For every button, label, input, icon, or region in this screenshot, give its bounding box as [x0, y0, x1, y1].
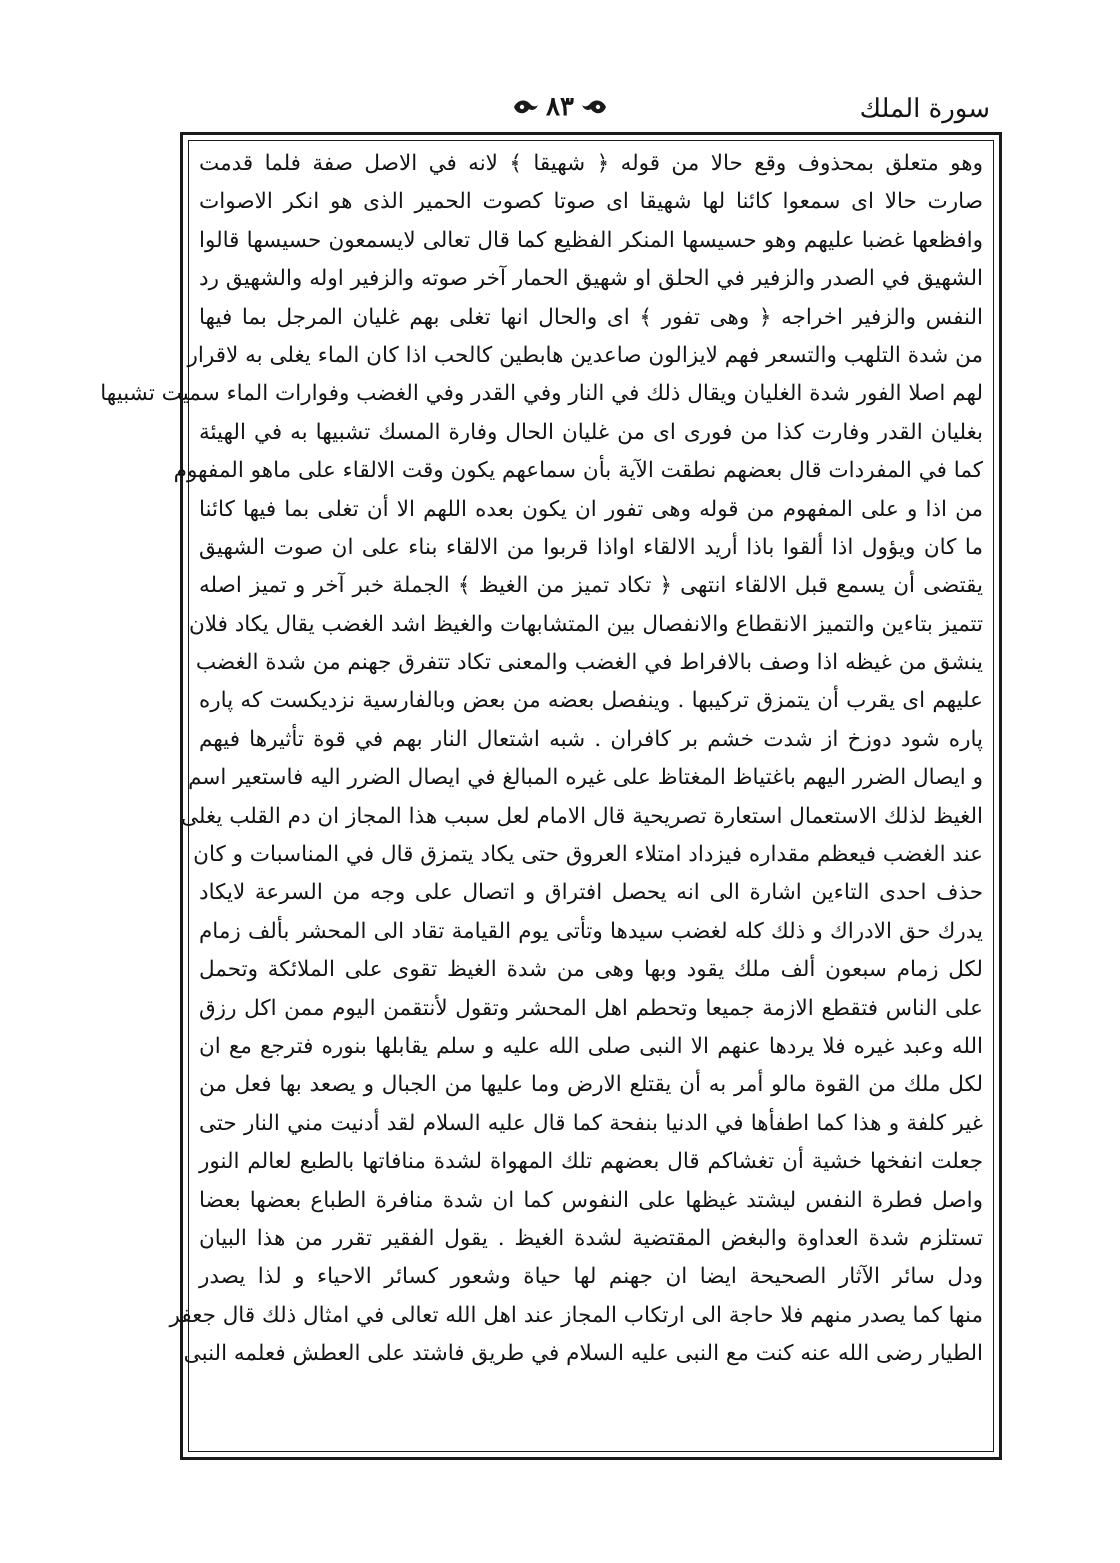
text-line-22: لكل زمام سبعون ألف ملك يقود وبها وهى من شدة الغيظ تقوى على الملائكة وتحمل [199, 957, 983, 983]
text-line-13: تتميز بتاءين والتميز الانقطاع والانفصال بين المتشابهات والغيظ اشد الغضب يقال يكاد فلان [188, 611, 983, 637]
text-line-27: جعلت انفخها خشية أن تغشاكم قال بعضهم تلك المهواة لشدة منافاتها بالطبع لعالم النور [199, 1149, 983, 1175]
text-line-24: الله وعبد غيره فلا يردها عنهم الا النبى صلى الله عليه و سلم يقابلها بنوره فترجع مع ان [199, 1033, 983, 1059]
text-line-8: بغليان القدر وفارت كذا من فورى اى من غليان الحال وفارة المسك تشبيها به في الهيئة [199, 419, 983, 445]
text-line-17: و ايصال الضرر اليهم باغتياظ المغتاظ على غيره المبالغ في ايصال الضرر اليه فاستعير اسم [188, 765, 983, 791]
text-line-1: وهو متعلق بمحذوف وقع حالا من قوله ﴿ شهيقا ﴾ لانه في الاصل صفة فلما قدمت [199, 151, 983, 176]
text-line-7: لهم اصلا الفور شدة الغليان ويقال ذلك في النار وفي القدر وفي الغضب وفوارات الماء سميت تشبيها [100, 381, 983, 407]
text-line-30: ودل سائر الآثار الصحيحة ايضا ان جهنم لها حياة وشعور كسائر الاحياء و لذا يصدر [199, 1264, 983, 1290]
text-line-2: صارت حالا اى سمعوا كائنا لها شهيقا اى صوتا كصوت الحمير الذى هو انكر الاصوات [199, 189, 983, 215]
text-line-25: لكل ملك من القوة مالو أمر به أن يقتلع الارض وما عليها من الجبال و يصعد بها فعل من [199, 1072, 983, 1098]
text-line-15: عليهم اى يقرب أن يتمزق تركيبها . وينفصل بعضه من بعض وبالفارسية نزديكست كه پاره [199, 688, 983, 714]
ornament-left-icon [512, 96, 540, 118]
text-line-6: من شدة التلهب والتسعر فهم لايزالون صاعدين هابطين كالحب اذا كان الماء يغلى به لاقرار [187, 342, 983, 368]
text-line-11: ما كان ويؤول اذا ألقوا باذا أريد الالقاء اواذا قربوا من الالقاء بناء على ان صوت الشهيق [199, 534, 983, 560]
text-line-32: الطيار رضى الله عنه كنت مع النبى عليه السلام في طريق فاشتد على العطش فعلمه النبى [183, 1341, 983, 1367]
text-line-28: واصل فطرة النفس ليشتد غيظها على النفوس كما ان شدة منافرة الطباع بعضها بعضا [199, 1187, 983, 1213]
body-text [100, 145, 983, 1374]
text-line-9: كما في المفردات قال بعضهم نطقت الآية بأن سماعهم يكون وقت الالقاء على ماهو المفهوم [173, 458, 983, 484]
text-line-26: غير كلفة و هذا كما اطفأها في الدنيا بنفحة كما قال عليه السلام لقد أدنيت مني النار حتى [199, 1110, 983, 1136]
text-line-10: من اذا و على المفهوم من قوله وهى تفور ان يكون بعده اللهم الا أن تغلى بما فيها كائنا [199, 496, 983, 522]
page-header [180, 88, 1000, 132]
ornament-right-icon [580, 96, 608, 118]
text-line-4: الشهيق في الصدر والزفير في الحلق او شهيق الحمار آخر صوته والزفير اوله والشهيق رد [199, 266, 983, 292]
text-line-31: منها كما يصدر منهم فلا حاجة الى ارتكاب المجاز عند اهل الله تعالى في امثال ذلك قال جعفر [169, 1302, 983, 1328]
page-frame [100, 132, 1002, 1460]
text-line-29: تستلزم شدة العداوة والبغض المقتضية لشدة الغيظ . يقول الفقير تقرر من هذا البيان [199, 1225, 983, 1251]
page-number-group [500, 90, 620, 124]
text-line-21: يدرك حق الادراك و ذلك كله لغضب سيدها وتأتى يوم القيامة تقاد الى المحشر بألف زمام [199, 918, 983, 944]
text-line-5: النفس والزفير اخراجه ﴿ وهى تفور ﴾ اى والحال انها تغلى بهم غليان المرجل بما فيها [199, 304, 983, 330]
text-line-14: ينشق من غيظه اذا وصف بالافراط في الغضب والمعنى تكاد تتفرق جهنم من شدة الغضب [195, 650, 983, 676]
text-line-23: على الناس فتقطع الازمة جميعا وتحطم اهل المحشر وتقول لأنتقمن اليوم ممن اكل رزق [199, 995, 983, 1021]
page-number: ٨٣ [546, 92, 574, 122]
text-line-16: پاره شود دوزخ از شدت خشم بر كافران . شبه اشتعال النار بهم في قوة تأثيرها فيهم [199, 726, 983, 752]
text-line-19: عند الغضب فيعظم مقداره فيزداد امتلاء العروق حتى يكاد يتمزق قال في المناسبات و كان [193, 842, 983, 868]
surah-title: سورة الملك [859, 94, 990, 124]
text-line-18: الغيظ لذلك الاستعمال استعارة تصريحية قال الامام لعل سبب هذا المجاز ان دم القلب يغلى [180, 803, 983, 829]
text-line-3: وافظعها غضبا عليهم وهو حسيسها المنكر الفظيع كما قال تعالى لايسمعون حسيسها قالوا [199, 227, 983, 253]
text-line-12: يقتضى أن يسمع قبل الالقاء انتهى ﴿ تكاد تميز من الغيظ ﴾ الجملة خبر آخر و تميز اصله [199, 573, 983, 599]
text-line-20: حذف احدى التاءين اشارة الى انه يحصل افتراق و اتصال على وجه من السرعة لايكاد [199, 880, 983, 906]
